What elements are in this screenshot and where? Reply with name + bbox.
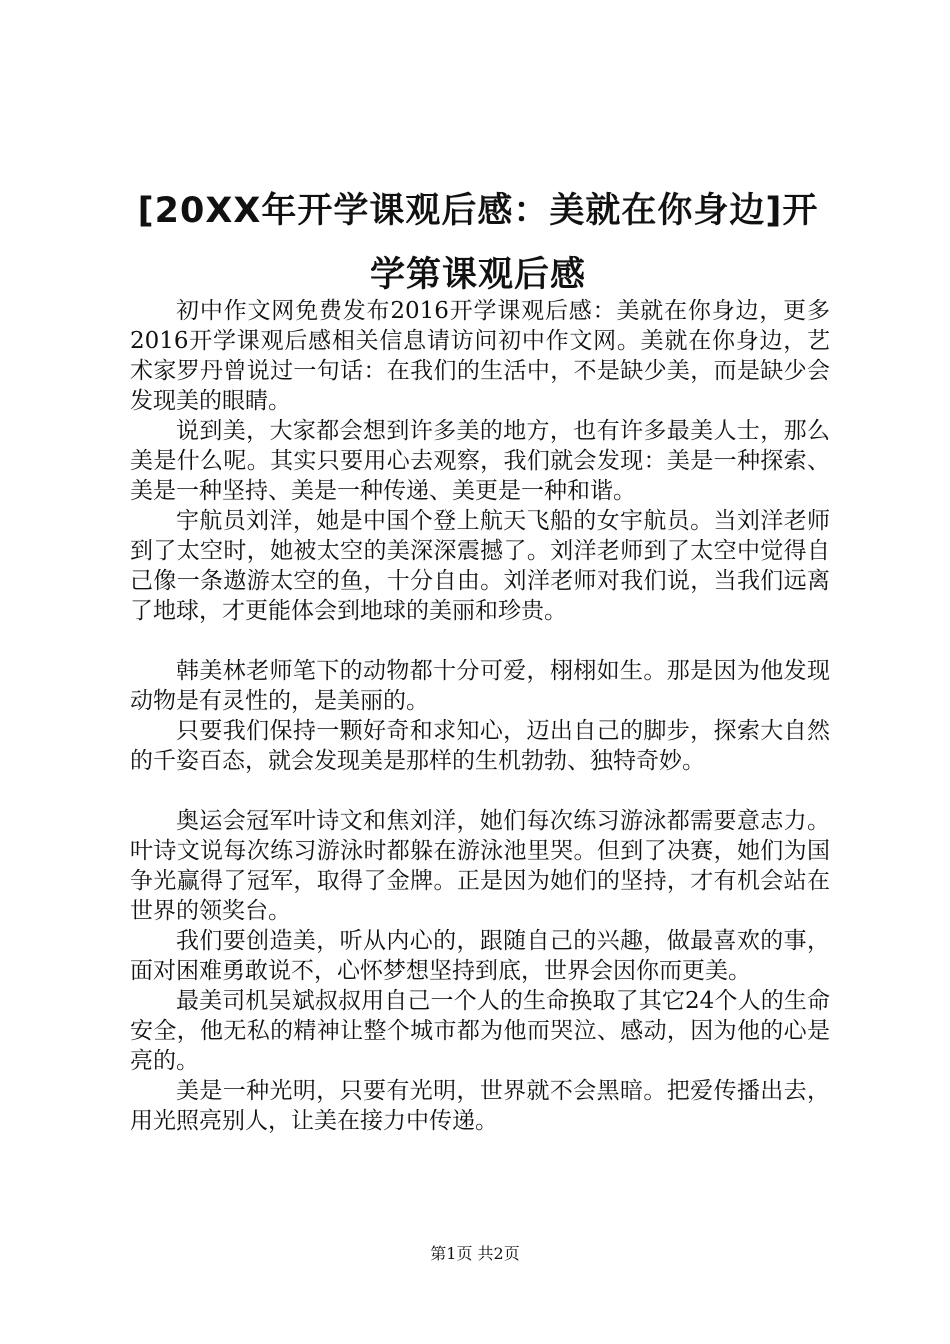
- paragraph: 我们要创造美，听从内心的，跟随自己的兴趣，做最喜欢的事，面对困难勇敢说不，心怀梦想坚持到底，世界会因你而更美。: [130, 928, 830, 984]
- page-title: [20XX年开学课观后感：美就在你身边]开学第课观后感: [137, 191, 819, 296]
- paragraph: 奥运会冠军叶诗文和焦刘洋，她们每次练习游泳都需要意志力。叶诗文说每次练习游泳时都躲在游泳池里哭。但到了决赛，她们为国争光赢得了冠军，取得了金牌。正是因为她们的坚持，才有机会站在世界的领奖台。: [130, 808, 830, 924]
- paragraph: 宇航员刘洋，她是中国个登上航天飞船的女宇航员。当刘洋老师到了太空时，她被太空的美深深震撼了。刘洋老师到了太空中觉得自己像一条遨游太空的鱼，十分自由。刘洋老师对我们说，当我们远离了地球，才更能体会到地球的美丽和珍贵。: [130, 508, 830, 624]
- paragraph: 只要我们保持一颗好奇和求知心，迈出自己的脚步，探索大自然的千姿百态，就会发现美是那样的生机勃勃、独特奇妙。: [130, 718, 830, 774]
- paragraph: 说到美，大家都会想到许多美的地方，也有许多最美人士，那么美是什么呢。其实只要用心去观察，我们就会发现：美是一种探索、美是一种坚持、美是一种传递、美更是一种和谐。: [130, 418, 830, 504]
- page-footer: 第1页 共2页: [430, 1244, 520, 1263]
- paragraph: 最美司机吴斌叔叔用自己一个人的生命换取了其它24个人的生命安全，他无私的精神让整个城市都为他而哭泣、感动，因为他的心是亮的。: [130, 988, 830, 1074]
- document-body: [130, 296, 830, 1136]
- paragraph: 韩美林老师笔下的动物都十分可爱，栩栩如生。那是因为他发现动物是有灵性的，是美丽的。: [130, 658, 830, 714]
- paragraph: 初中作文网免费发布2016开学课观后感：美就在你身边，更多2016开学课观后感相关信息请访问初中作文网。美就在你身边，艺术家罗丹曾说过一句话：在我们的生活中，不是缺少美，而是缺少会发现美的眼睛。: [130, 298, 830, 414]
- paragraph: 美是一种光明，只要有光明，世界就不会黑暗。把爱传播出去，用光照亮别人，让美在接力中传递。: [130, 1078, 830, 1134]
